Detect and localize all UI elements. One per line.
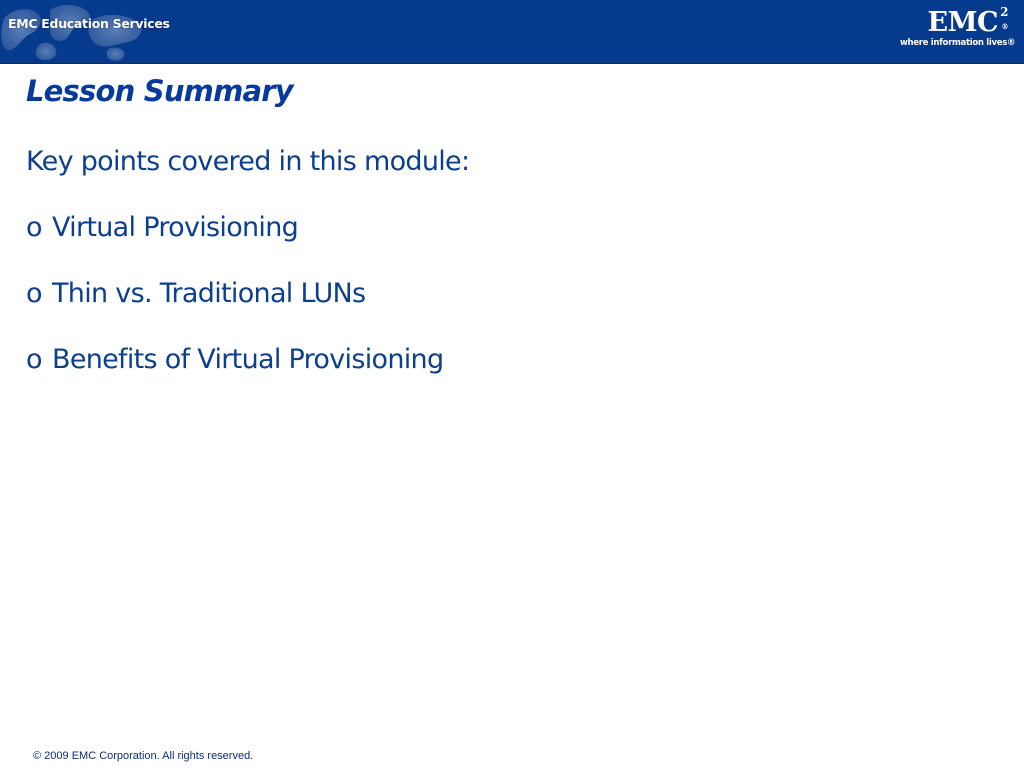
logo-superscript: 2 [1000, 5, 1008, 19]
bullet-text: Benefits of Virtual Provisioning [52, 344, 444, 375]
header-banner [0, 0, 1024, 64]
bullet-text: Virtual Provisioning [52, 212, 299, 243]
bullet-marker: o [26, 278, 42, 309]
copyright-footer: © 2009 EMC Corporation. All rights reserved. [33, 750, 254, 762]
brand-label: EMC Education Services [8, 16, 170, 31]
bullet-list [26, 210, 443, 408]
bullet-text: Thin vs. Traditional LUNs [52, 278, 366, 309]
bullet-marker: o [26, 212, 42, 243]
list-item [26, 210, 443, 276]
list-item [26, 342, 443, 408]
emc-logo [900, 5, 1016, 54]
globe-icon [0, 0, 150, 63]
logo-word: EMC [927, 7, 998, 38]
slide-title: Lesson Summary [26, 74, 293, 108]
logo-tagline: where information lives® [900, 38, 1016, 48]
bullet-marker: o [26, 344, 42, 375]
logo-registered: ® [1001, 22, 1008, 31]
list-item [26, 276, 443, 342]
logo-wordmark [927, 5, 1010, 38]
intro-text: Key points covered in this module: [26, 146, 470, 177]
